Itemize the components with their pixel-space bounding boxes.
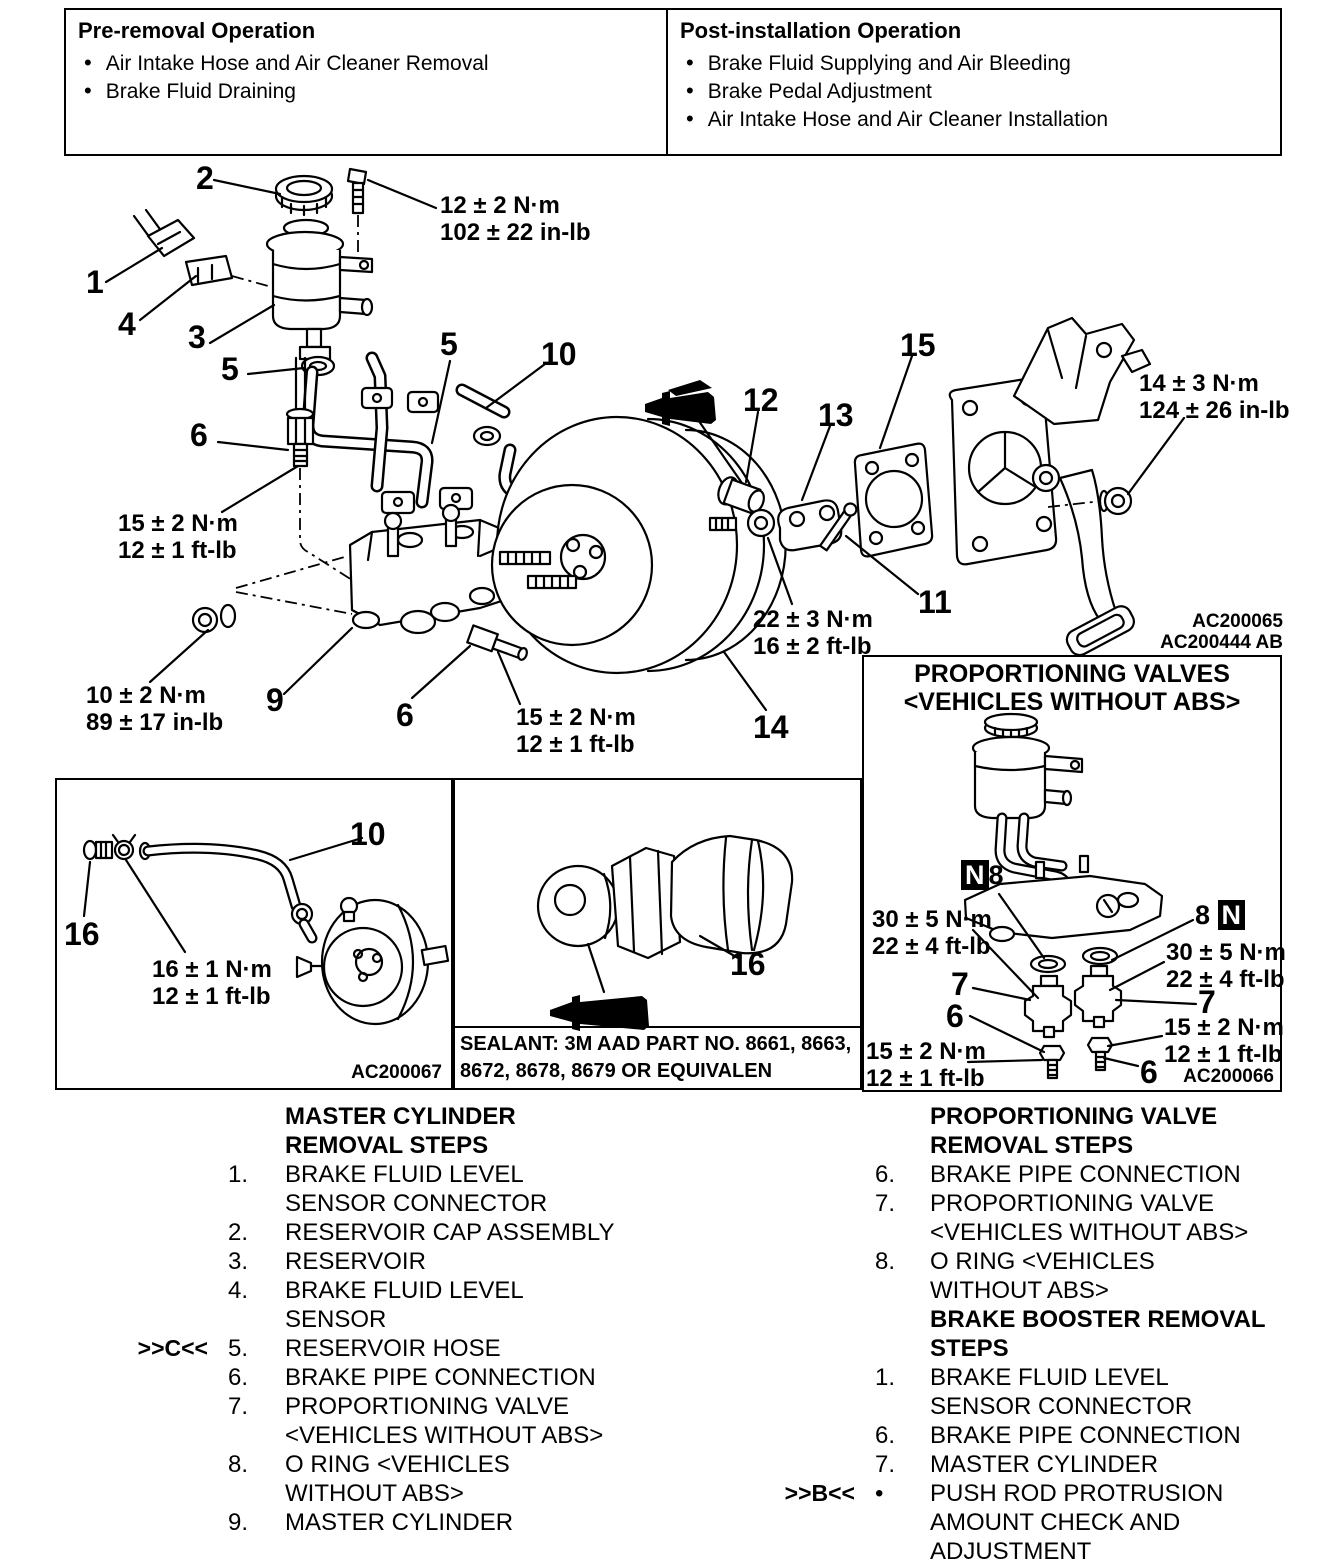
step-text: PUSH ROD PROTRUSION AMOUNT CHECK AND ADJUSTMENT [930, 1480, 1224, 1564]
reservoir-cap-art [276, 176, 332, 215]
sensor-connector-art [134, 210, 268, 286]
torque-metric: 15 ± 2 N·m [516, 704, 636, 731]
n-symbol-icon: N [961, 860, 989, 890]
master-cylinder-art [193, 505, 530, 663]
step-text: O RING <VEHICLES WITHOUT ABS> [285, 1451, 510, 1507]
torque-imperial: 22 ± 4 ft-lb [1166, 966, 1285, 993]
step-number [875, 1102, 930, 1160]
step-marker [118, 1508, 228, 1537]
callout-1: 1 [86, 264, 104, 300]
step-number: 7. [875, 1190, 896, 1217]
master-cylinder-removal-steps [118, 1102, 625, 1537]
reservoir-hose-art [308, 358, 472, 513]
proportioning-valve-and-booster-steps [762, 1102, 1270, 1564]
step-number: 1. [228, 1161, 249, 1188]
pre-removal-item: • Brake Fluid Draining [78, 77, 656, 105]
callout-8-right: 8 [1195, 900, 1211, 930]
brake-booster-art [492, 417, 786, 673]
callout-6-upper: 6 [190, 417, 208, 453]
steps-heading: PROPORTIONING VALVE REMOVAL STEPS [930, 1103, 1218, 1159]
label-8n-right [1195, 902, 1245, 929]
torque-pipe-upper [118, 510, 238, 564]
torque-imperial: 12 ± 1 ft-lb [516, 731, 635, 758]
callout-5b: 5 [440, 326, 458, 362]
torque-mc-nut [86, 682, 223, 736]
step-text: PROPORTIONING VALVE <VEHICLES WITHOUT ABS> [285, 1393, 604, 1449]
torque-metric: 10 ± 2 N·m [86, 682, 206, 709]
prop-box-title-line2: <VEHICLES WITHOUT ABS> [903, 688, 1241, 716]
n-symbol-icon: N [1218, 900, 1246, 930]
callout-12: 12 [743, 382, 779, 418]
torque-bleeder-left [866, 1038, 986, 1092]
step-marker [118, 1363, 228, 1392]
callout-16-sealantbox: 16 [730, 946, 766, 982]
pipe-bolt-upper-art [287, 358, 352, 580]
step-number: 2. [228, 1219, 249, 1246]
step-text: BRAKE PIPE CONNECTION [930, 1161, 1241, 1188]
step-marker [762, 1160, 875, 1189]
torque-bleeder-right [1164, 1014, 1284, 1068]
steps-heading: BRAKE BOOSTER REMOVAL STEPS [930, 1306, 1266, 1362]
step-marker [762, 1450, 875, 1479]
post-installation-item: • Brake Pedal Adjustment [680, 77, 1270, 105]
callout-9: 9 [266, 682, 284, 718]
torque-booster-nut [753, 606, 873, 660]
step-text: BRAKE FLUID LEVEL SENSOR CONNECTOR [930, 1364, 1193, 1420]
step-text: PROPORTIONING VALVE <VEHICLES WITHOUT ABS> [930, 1190, 1249, 1246]
step-number [875, 1305, 930, 1363]
step-number: 9. [228, 1509, 249, 1536]
pedal-assembly-art [950, 318, 1150, 659]
callout-10-hosebox: 10 [350, 816, 386, 852]
step-text: MASTER CYLINDER [285, 1509, 514, 1536]
torque-imperial: 89 ± 17 in-lb [86, 709, 224, 736]
torque-imperial: 22 ± 4 ft-lb [872, 933, 991, 960]
torque-imperial: 124 ± 26 in-lb [1139, 397, 1290, 424]
pre-removal-item: • Air Intake Hose and Air Cleaner Removal [78, 49, 656, 77]
step-number: 4. [228, 1277, 249, 1304]
gasket-art [855, 444, 932, 557]
figure-code-line: AC200444 AB [1160, 632, 1283, 653]
step-marker [762, 1102, 875, 1160]
callout-3: 3 [188, 319, 206, 355]
callout-7-left: 7 [951, 966, 969, 1002]
torque-metric: 16 ± 1 N·m [152, 956, 272, 983]
callout-7-right: 7 [1198, 984, 1216, 1020]
step-number: 7. [228, 1393, 249, 1420]
callout-2: 2 [196, 160, 214, 196]
pre-removal-title: Pre-removal Operation [78, 18, 316, 43]
step-number: 7. [875, 1451, 896, 1478]
step-marker [118, 1392, 228, 1450]
torque-pedal-nut [1139, 370, 1290, 424]
figure-code-hosebox: AC200067 [351, 1062, 442, 1083]
step-text: RESERVOIR HOSE [285, 1335, 501, 1362]
prop-box-title-line1: PROPORTIONING VALVES [914, 660, 1230, 688]
callout-10: 10 [541, 336, 577, 372]
callout-8-left: 8 [988, 860, 1004, 890]
step-text: O RING <VEHICLES WITHOUT ABS> [930, 1248, 1155, 1304]
steps-heading: MASTER CYLINDER REMOVAL STEPS [285, 1103, 516, 1159]
torque-metric: 15 ± 2 N·m [118, 510, 238, 537]
figure-code-propbox: AC200066 [1183, 1066, 1274, 1087]
torque-metric: 30 ± 5 N·m [872, 906, 992, 933]
step-number: 3. [228, 1248, 249, 1275]
callout-5a: 5 [221, 351, 239, 387]
step-text: BRAKE PIPE CONNECTION [930, 1422, 1241, 1449]
callout-14: 14 [753, 709, 789, 745]
torque-pipe-lower [516, 704, 636, 758]
step-text: RESERVOIR [285, 1248, 426, 1275]
reservoir-art [267, 220, 372, 375]
step-number: 1. [875, 1364, 896, 1391]
step-marker [762, 1189, 875, 1247]
step-text: BRAKE FLUID LEVEL SENSOR CONNECTOR [285, 1161, 548, 1217]
step-number: 5. [228, 1335, 249, 1362]
step-number: • [875, 1480, 884, 1507]
step-marker [118, 1276, 228, 1334]
callout-6-left: 6 [946, 998, 964, 1034]
step-marker [118, 1102, 228, 1160]
step-marker: >>B<< [784, 1480, 855, 1506]
torque-hosebox [152, 956, 272, 1010]
torque-metric: 30 ± 5 N·m [1166, 939, 1286, 966]
torque-imperial: 16 ± 2 ft-lb [753, 633, 872, 660]
step-number: 6. [875, 1161, 896, 1188]
torque-oring-left [872, 906, 992, 960]
step-text: BRAKE PIPE CONNECTION [285, 1364, 596, 1391]
callout-6-lower: 6 [396, 697, 414, 733]
step-number: 6. [228, 1364, 249, 1391]
torque-metric: 12 ± 2 N·m [440, 192, 560, 219]
step-marker [118, 1160, 228, 1218]
step-marker [762, 1421, 875, 1450]
torque-imperial: 12 ± 1 ft-lb [152, 983, 271, 1010]
step-marker [118, 1247, 228, 1276]
torque-imperial: 102 ± 22 in-lb [440, 219, 591, 246]
reservoir-bolt-art [348, 169, 366, 258]
step-number: 8. [228, 1451, 249, 1478]
step-text: RESERVOIR CAP ASSEMBLY [285, 1219, 615, 1246]
step-marker [118, 1218, 228, 1247]
label-n8-left [961, 862, 1004, 889]
torque-metric: 14 ± 3 N·m [1139, 370, 1259, 397]
figure-code-main [1000, 611, 1283, 653]
step-text: MASTER CYLINDER [930, 1451, 1159, 1478]
callout-4: 4 [118, 306, 136, 342]
torque-metric: 22 ± 3 N·m [753, 606, 873, 633]
step-number [228, 1102, 285, 1160]
torque-imperial: 12 ± 1 ft-lb [866, 1065, 985, 1092]
callout-15: 15 [900, 327, 936, 363]
step-marker [118, 1450, 228, 1508]
step-marker [762, 1363, 875, 1421]
figure-code-line: AC200065 [1192, 611, 1283, 632]
step-marker [762, 1305, 875, 1363]
torque-reservoir-bolt [440, 192, 591, 246]
torque-metric: 15 ± 2 N·m [1164, 1014, 1284, 1041]
step-marker: >>C<< [137, 1335, 208, 1361]
step-number: 8. [875, 1248, 896, 1275]
torque-oring-right [1166, 939, 1286, 993]
step-marker [762, 1247, 875, 1305]
post-installation-item: • Brake Fluid Supplying and Air Bleeding [680, 49, 1270, 77]
sealant-note: SEALANT: 3M AAD PART NO. 8661, 8663, 8672, 8678, 8679 OR EQUIVALEN [455, 1026, 860, 1088]
torque-imperial: 12 ± 1 ft-lb [1164, 1041, 1283, 1068]
callout-6-right: 6 [1140, 1054, 1158, 1090]
callout-11: 11 [918, 584, 952, 620]
post-installation-item: • Air Intake Hose and Air Cleaner Installation [680, 105, 1270, 133]
torque-imperial: 12 ± 1 ft-lb [118, 537, 237, 564]
post-installation-title: Post-installation Operation [680, 18, 962, 43]
callout-16-hosebox: 16 [64, 916, 100, 952]
step-number: 6. [875, 1422, 896, 1449]
callout-13: 13 [818, 397, 854, 433]
torque-metric: 15 ± 2 N·m [866, 1038, 986, 1065]
step-text: BRAKE FLUID LEVEL SENSOR [285, 1277, 523, 1333]
